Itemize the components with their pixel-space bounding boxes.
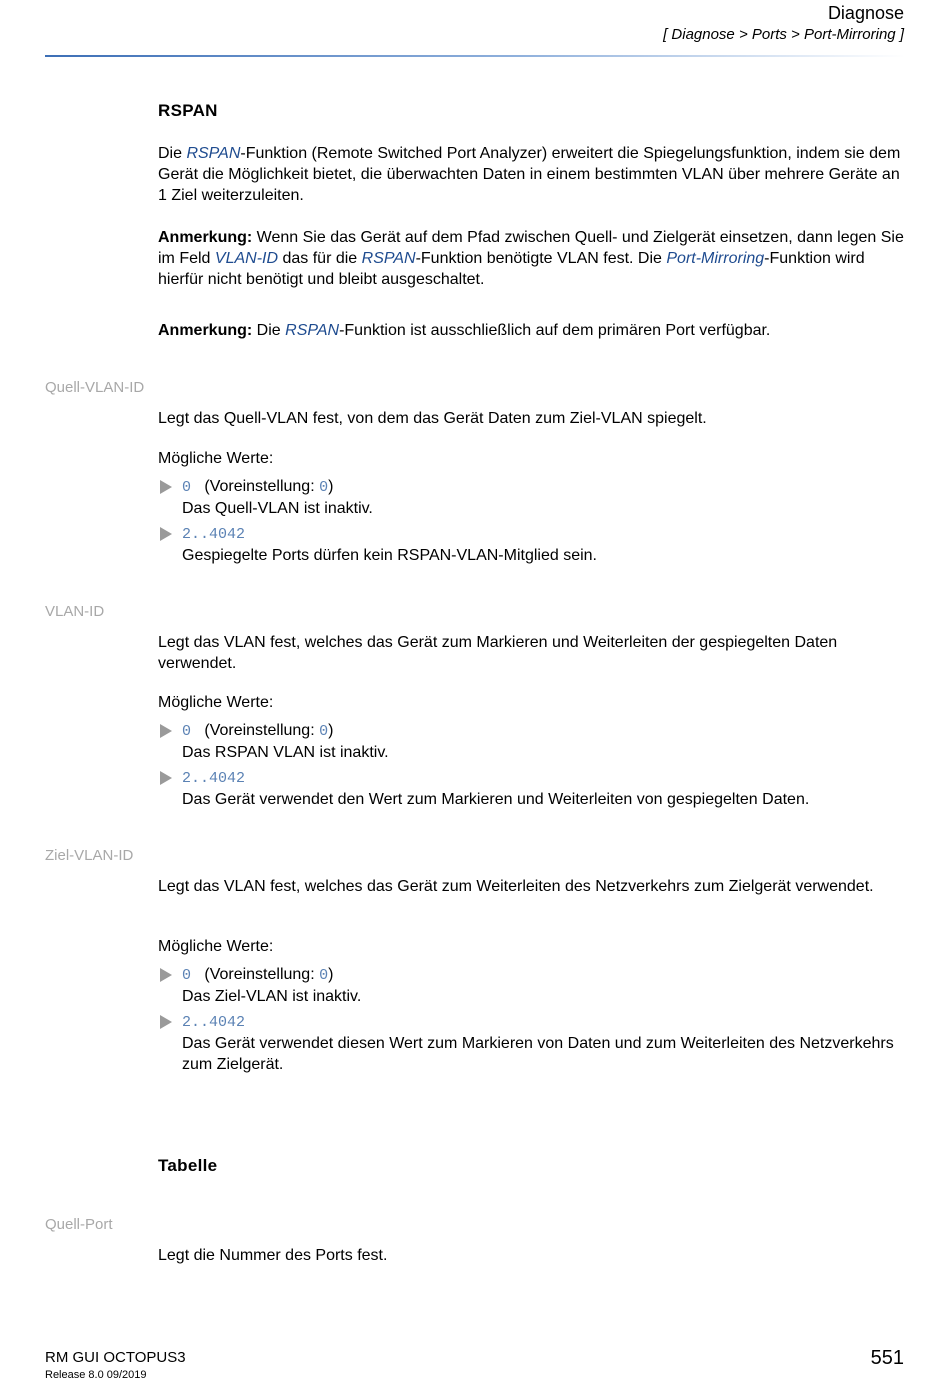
page-header-title: Diagnose	[827, 3, 904, 23]
rspan-note-2	[158, 320, 908, 341]
default-value: 0	[319, 723, 329, 740]
note-text: Die	[252, 322, 286, 339]
page-number: 551	[870, 1347, 904, 1369]
field-desc: Legt das Quell-VLAN fest, von dem das Gerät Daten zum Ziel-VLAN spiegelt.	[158, 410, 707, 427]
option-desc: Gespiegelte Ports dürfen kein RSPAN-VLAN-Mitglied sein.	[182, 547, 597, 564]
intro-text: -Funktion (Remote Switched Port Analyzer) erweitert die Spiegelungsfunktion, indem sie dem Gerät die Möglichkeit bietet, die überwachten Daten in einem bestimmten VLAN über mehrere Geräte an 1 Ziel weiterzuleiten.	[158, 145, 901, 204]
default-text: )	[328, 966, 334, 983]
option-desc: Das Ziel-VLAN ist inaktiv.	[182, 988, 362, 1005]
note-text: -Funktion ist ausschließlich auf dem primären Port verfügbar.	[339, 322, 771, 339]
bullet-triangle-icon	[160, 480, 172, 494]
note-label: Anmerkung:	[158, 322, 253, 339]
value-option	[158, 964, 908, 1007]
section-heading-tabelle: Tabelle	[158, 1156, 218, 1175]
value-option	[158, 720, 908, 763]
default-text: (Voreinstellung:	[204, 722, 320, 739]
ref-port-mirroring[interactable]: Port-Mirroring	[666, 250, 765, 267]
default-text: (Voreinstellung:	[204, 478, 320, 495]
field-desc: Legt das VLAN fest, welches das Gerät zum Markieren und Weiterleiten der gespiegelten Daten verwendet.	[158, 634, 838, 672]
bullet-triangle-icon	[160, 771, 172, 785]
field-label-quell-vlan-id: Quell-VLAN-ID	[45, 379, 145, 396]
bullet-triangle-icon	[160, 968, 172, 982]
bullet-triangle-icon	[160, 724, 172, 738]
field-desc: Legt das VLAN fest, welches das Gerät zum Weiterleiten des Netzverkehrs zum Zielgerät verwendet.	[158, 878, 874, 895]
possible-values-label: Mögliche Werte:	[158, 694, 274, 711]
ref-rspan[interactable]: RSPAN	[361, 250, 416, 267]
default-value: 0	[319, 967, 329, 984]
option-value: 0	[182, 479, 192, 496]
value-option	[158, 767, 908, 810]
footer-product: RM GUI OCTOPUS3	[45, 1349, 186, 1366]
intro-lead: Die	[158, 145, 187, 162]
note-label: Anmerkung:	[158, 229, 253, 246]
default-text: (Voreinstellung:	[204, 966, 320, 983]
possible-values-label: Mögliche Werte:	[158, 938, 274, 955]
default-text: )	[328, 478, 334, 495]
ref-rspan[interactable]: RSPAN	[285, 322, 340, 339]
option-desc: Das Gerät verwendet den Wert zum Markieren und Weiterleiten von gespiegelten Daten.	[182, 791, 810, 808]
field-desc: Legt die Nummer des Ports fest.	[158, 1247, 388, 1264]
option-value: 2..4042	[182, 770, 246, 787]
field-label-ziel-vlan-id: Ziel-VLAN-ID	[45, 847, 134, 864]
default-value: 0	[319, 479, 329, 496]
breadcrumb: [ Diagnose > Ports > Port-Mirroring ]	[663, 26, 904, 43]
option-value: 0	[182, 967, 192, 984]
note-text: -Funktion benötigte VLAN fest. Die	[415, 250, 667, 267]
rspan-intro	[158, 143, 908, 206]
field-label-quell-port: Quell-Port	[45, 1216, 113, 1233]
footer-release: Release 8.0 09/2019	[45, 1369, 147, 1381]
note-text: Wenn Sie das Gerät auf dem Pfad zwischen Quell- und Zielgerät einsetzen, dann legen Sie im Feld	[158, 229, 904, 267]
ref-vlan-id[interactable]: VLAN-ID	[214, 250, 279, 267]
option-value: 2..4042	[182, 1014, 246, 1031]
header-divider	[45, 55, 905, 57]
field-label-vlan-id: VLAN-ID	[45, 603, 105, 620]
value-option	[158, 523, 908, 566]
option-desc: Das RSPAN VLAN ist inaktiv.	[182, 744, 389, 761]
bullet-triangle-icon	[160, 527, 172, 541]
rspan-note-1	[158, 227, 908, 290]
ref-rspan[interactable]: RSPAN	[186, 145, 241, 162]
bullet-triangle-icon	[160, 1015, 172, 1029]
option-desc: Das Gerät verwendet diesen Wert zum Markieren von Daten und zum Weiterleiten des Netzverkehrs zum Zielgerät.	[182, 1035, 894, 1073]
option-desc: Das Quell-VLAN ist inaktiv.	[182, 500, 373, 517]
section-heading-rspan: RSPAN	[158, 101, 218, 120]
note-text: -Funktion wird hierfür nicht benötigt und bleibt ausgeschaltet.	[158, 250, 865, 288]
option-value: 2..4042	[182, 526, 246, 543]
possible-values-label: Mögliche Werte:	[158, 450, 274, 467]
default-text: )	[328, 722, 334, 739]
value-option	[158, 476, 908, 519]
option-value: 0	[182, 723, 192, 740]
value-option	[158, 1011, 908, 1075]
note-text: das für die	[278, 250, 362, 267]
